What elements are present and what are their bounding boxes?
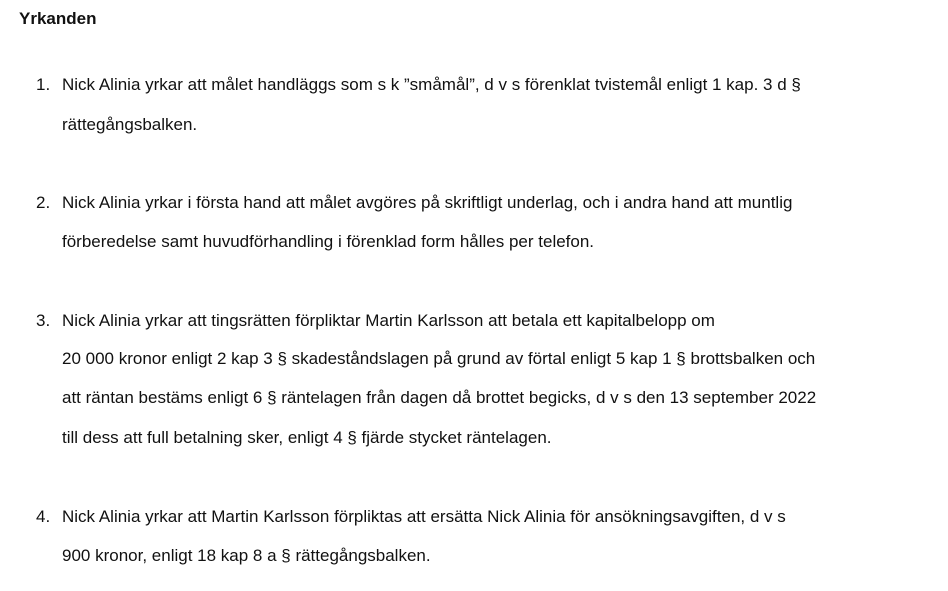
list-item-text-line: Nick Alinia yrkar i första hand att målet avgöres på skriftligt underlag, och i andra hand att muntlig: [62, 193, 793, 212]
list-item-text-line: Nick Alinia yrkar att Martin Karlsson förpliktas att ersätta Nick Alinia för ansökningsavgiften, d v s: [62, 507, 786, 526]
list-item-text-line: Nick Alinia yrkar att tingsrätten förpliktar Martin Karlsson att betala ett kapitalbelopp om: [62, 311, 715, 330]
list-item-text-line: till dess att full betalning sker, enligt 4 § fjärde stycket räntelagen.: [62, 428, 552, 447]
list-item-text-line: rättegångsbalken.: [62, 115, 198, 134]
list-item-number: 2.: [36, 193, 51, 212]
list-item-number: 4.: [36, 507, 51, 526]
list-item-text-line: att räntan bestäms enligt 6 § räntelagen från dagen då brottet begicks, d v s den 13 september 2022: [62, 388, 817, 407]
list-item-text-line: 20 000 kronor enligt 2 kap 3 § skadeståndslagen på grund av förtal enligt 5 kap 1 § brottsbalken och: [62, 349, 816, 368]
list-item-text-line: förberedelse samt huvudförhandling i förenklad form hålles per telefon.: [62, 232, 595, 251]
list-item-number: 1.: [36, 75, 51, 94]
list-item-number: 3.: [36, 311, 51, 330]
section-heading: Yrkanden: [19, 9, 97, 28]
list-item-text-line: 900 kronor, enligt 18 kap 8 a § rättegångsbalken.: [62, 546, 431, 565]
list-item-text-line: Nick Alinia yrkar att målet handläggs som s k ”småmål”, d v s förenklat tvistemål enligt 1 kap. 3 d §: [62, 75, 801, 94]
